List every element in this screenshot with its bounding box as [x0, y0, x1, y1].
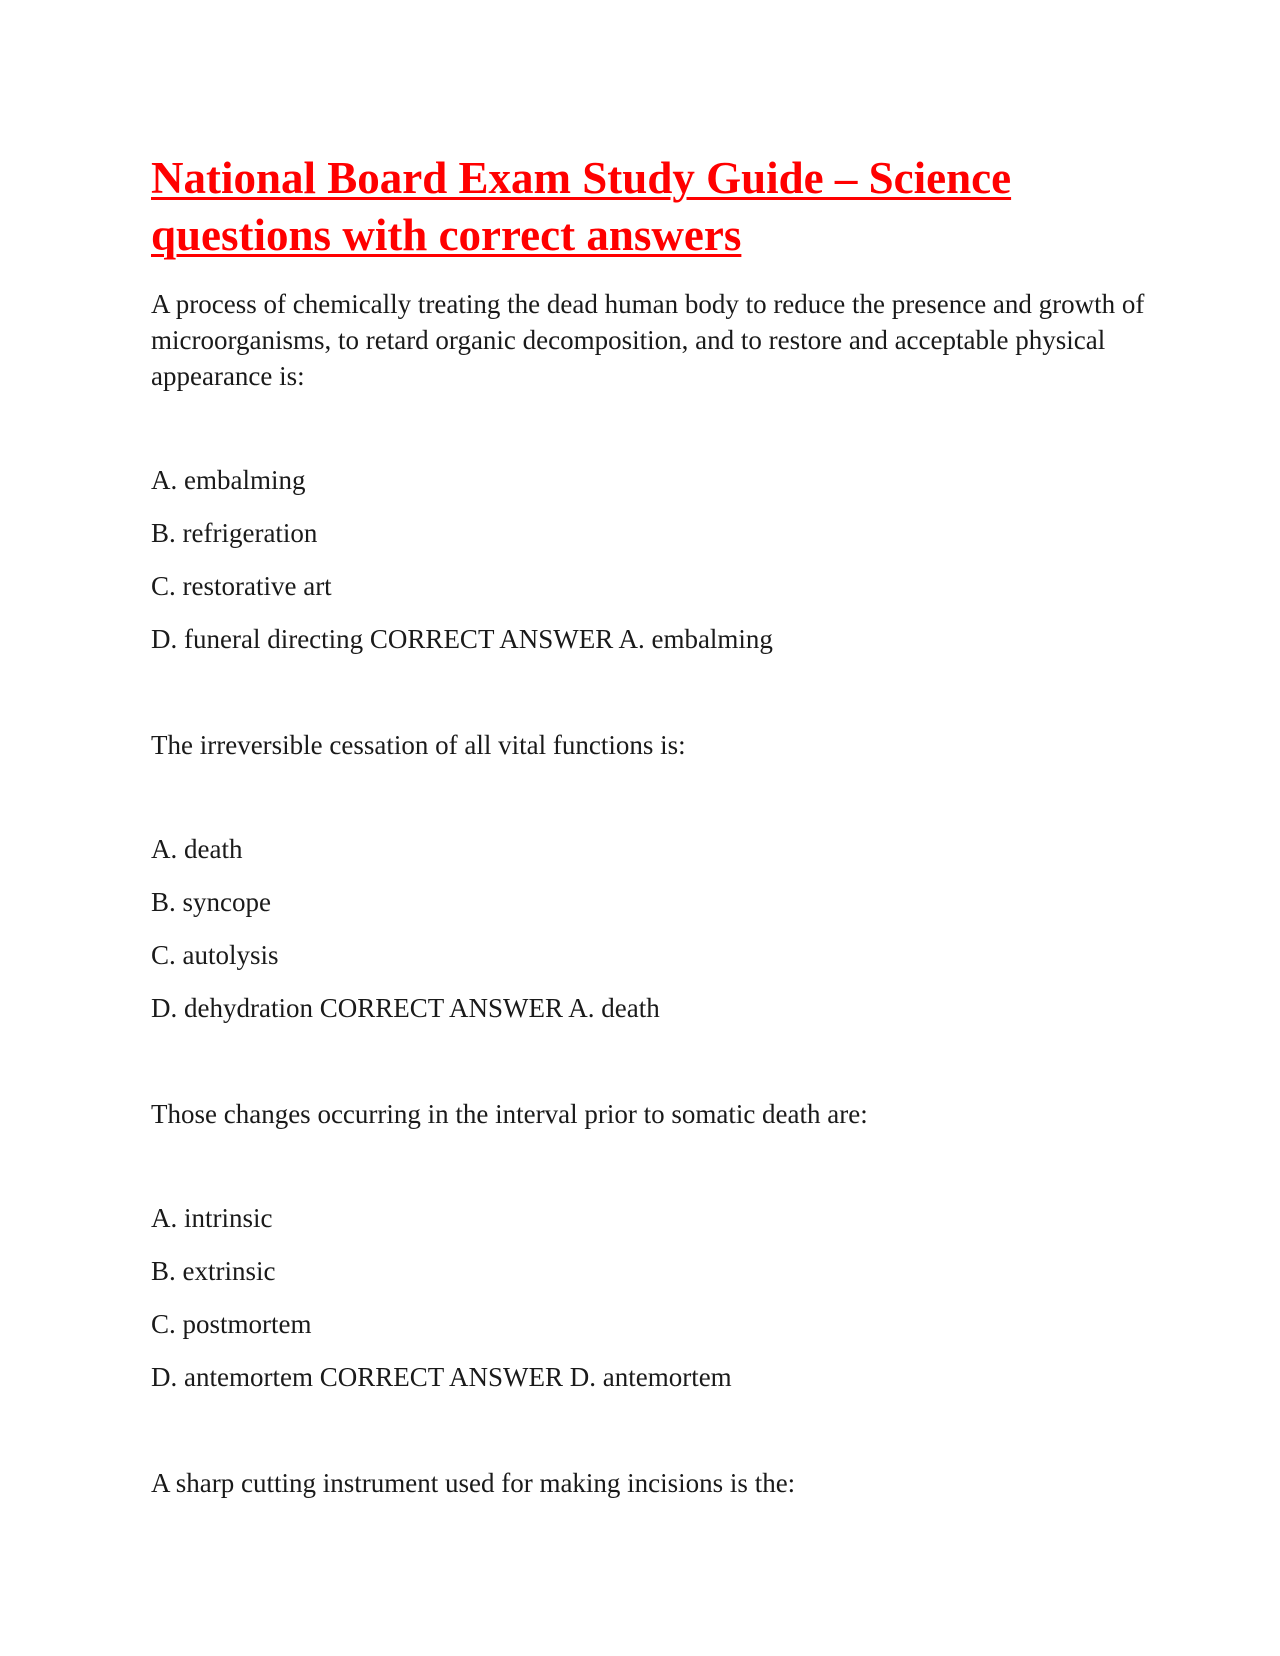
- option-item: A. intrinsic: [151, 1203, 273, 1233]
- question-block: [151, 1465, 1151, 1501]
- option-item: B. extrinsic: [151, 1256, 276, 1286]
- question-text: A sharp cutting instrument used for making incisions is the:: [151, 1468, 796, 1498]
- option-list: [151, 462, 1151, 657]
- option-item: A. death: [151, 834, 243, 864]
- option-item-with-answer: D. antemortem CORRECT ANSWER D. antemortem: [151, 1362, 732, 1392]
- option-item-with-answer: D. funeral directing CORRECT ANSWER A. embalming: [151, 624, 773, 654]
- question-block: [151, 1096, 1151, 1395]
- question-block: [151, 727, 1151, 1026]
- question-block: [151, 286, 1151, 657]
- document-title: National Board Exam Study Guide – Science questions with correct answers: [151, 153, 1012, 260]
- option-item: B. refrigeration: [151, 518, 318, 548]
- option-item: C. postmortem: [151, 1309, 312, 1339]
- document-content: [151, 150, 1151, 1501]
- option-item: A. embalming: [151, 465, 306, 495]
- option-item: B. syncope: [151, 887, 271, 917]
- question-text: The irreversible cessation of all vital functions is:: [151, 730, 686, 760]
- option-list: [151, 831, 1151, 1026]
- option-item-with-answer: D. dehydration CORRECT ANSWER A. death: [151, 993, 660, 1023]
- question-text: A process of chemically treating the dead human body to reduce the presence and growth of microorganisms, to retard organic decomposition, and to restore and acceptable physical appearance is:: [151, 289, 1145, 391]
- option-item: C. restorative art: [151, 571, 332, 601]
- question-text: Those changes occurring in the interval prior to somatic death are:: [151, 1099, 868, 1129]
- option-list: [151, 1200, 1151, 1395]
- option-item: C. autolysis: [151, 940, 279, 970]
